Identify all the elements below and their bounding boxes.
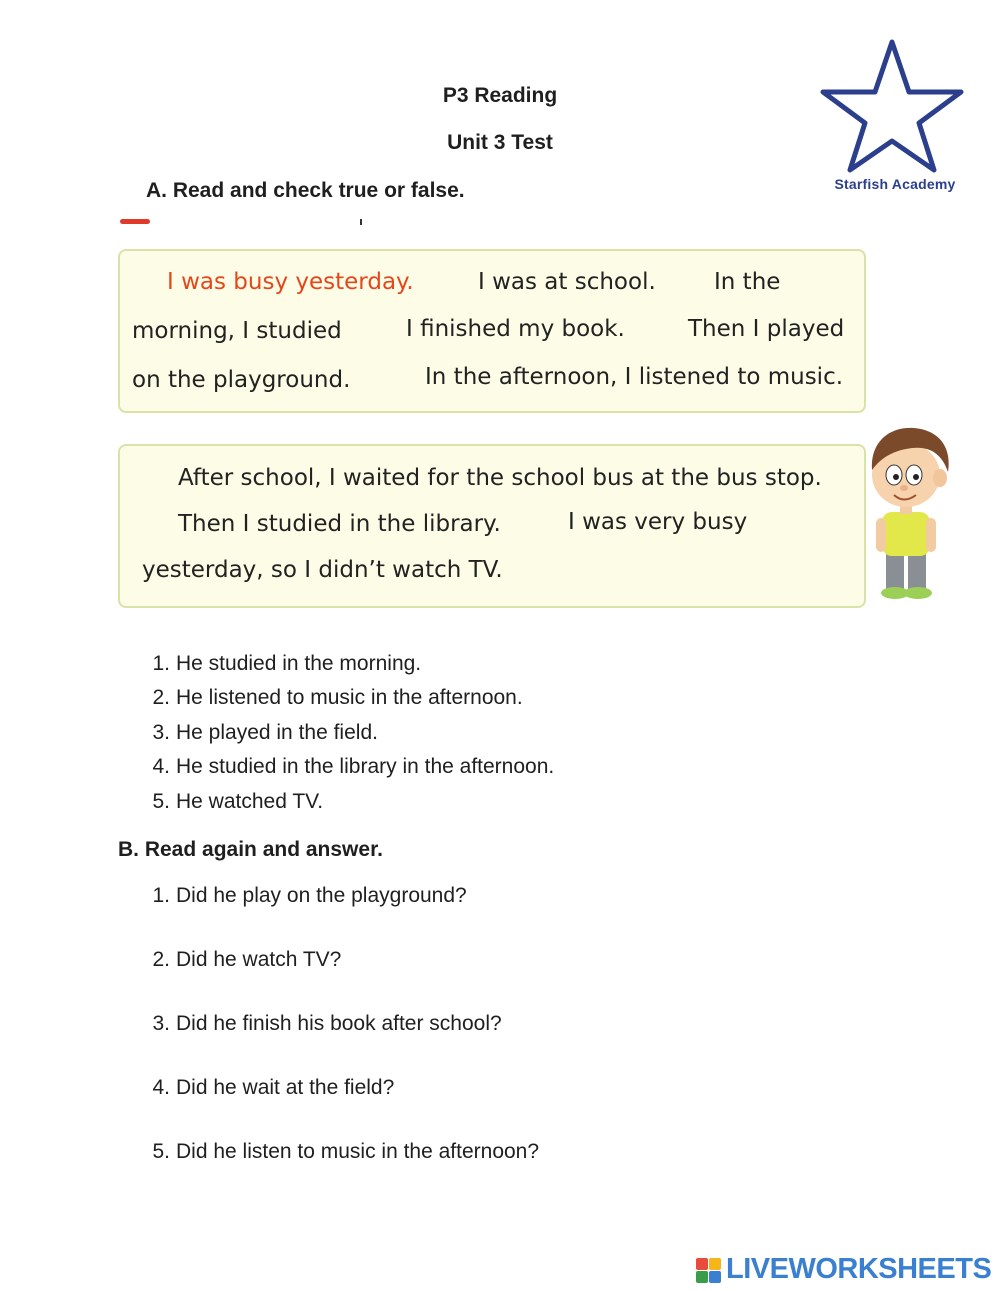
liveworksheets-text: LIVEWORKSHEETS bbox=[726, 1253, 992, 1285]
list-number: 4. bbox=[152, 755, 170, 778]
story-text: I was at school. bbox=[478, 269, 656, 295]
section-a-heading: A. Read and check true or false. bbox=[146, 179, 465, 202]
story-text: I was very busy bbox=[568, 509, 748, 535]
list-number: 2. bbox=[152, 948, 170, 971]
list-number: 4. bbox=[152, 1076, 170, 1099]
list-item: Did he finish his book after school? bbox=[176, 1012, 502, 1035]
story-box-2 bbox=[118, 444, 866, 608]
list-number: 2. bbox=[152, 686, 170, 709]
list-number: 1. bbox=[152, 652, 170, 675]
list-item: He listened to music in the afternoon. bbox=[176, 686, 523, 709]
list-item: Did he watch TV? bbox=[176, 948, 342, 971]
story-text: In the bbox=[714, 269, 781, 295]
list-item: Did he play on the playground? bbox=[176, 884, 467, 907]
story-text: In the afternoon, I listened to music. bbox=[425, 364, 844, 390]
list-number: 5. bbox=[152, 790, 170, 813]
tick-decoration bbox=[360, 219, 362, 225]
boy-illustration bbox=[852, 420, 962, 605]
list-item: He studied in the morning. bbox=[176, 652, 422, 675]
list-item: He studied in the library in the afternoon. bbox=[176, 755, 555, 778]
red-underline-decoration bbox=[120, 219, 150, 224]
story-text: morning, I studied bbox=[132, 318, 342, 344]
story-text: I finished my book. bbox=[406, 316, 625, 342]
story-text: After school, I waited for the school bus at the bus stop. bbox=[178, 465, 822, 491]
story-text: on the playground. bbox=[132, 367, 351, 393]
story-text: Then I played bbox=[688, 316, 845, 342]
star-icon bbox=[820, 36, 970, 176]
story-box-1 bbox=[118, 249, 866, 413]
list-number: 1. bbox=[152, 884, 170, 907]
section-b-heading: B. Read again and answer. bbox=[118, 838, 383, 861]
list-item: Did he listen to music in the afternoon? bbox=[176, 1140, 540, 1163]
list-number: 5. bbox=[152, 1140, 170, 1163]
page-subtitle: Unit 3 Test bbox=[447, 131, 553, 154]
starfish-academy-logo bbox=[820, 36, 970, 196]
liveworksheets-logo-icon bbox=[696, 1258, 722, 1284]
page-title: P3 Reading bbox=[442, 84, 558, 107]
list-number: 3. bbox=[152, 1012, 170, 1035]
list-number: 3. bbox=[152, 721, 170, 744]
list-item: He watched TV. bbox=[176, 790, 324, 813]
story-text: Then I studied in the library. bbox=[178, 511, 501, 537]
list-item: He played in the field. bbox=[176, 721, 378, 744]
logo-text: Starfish Academy bbox=[834, 176, 956, 192]
story-text: yesterday, so I didn’t watch TV. bbox=[142, 557, 503, 583]
story-red-sentence: I was busy yesterday. bbox=[167, 269, 414, 295]
list-item: Did he wait at the field? bbox=[176, 1076, 395, 1099]
